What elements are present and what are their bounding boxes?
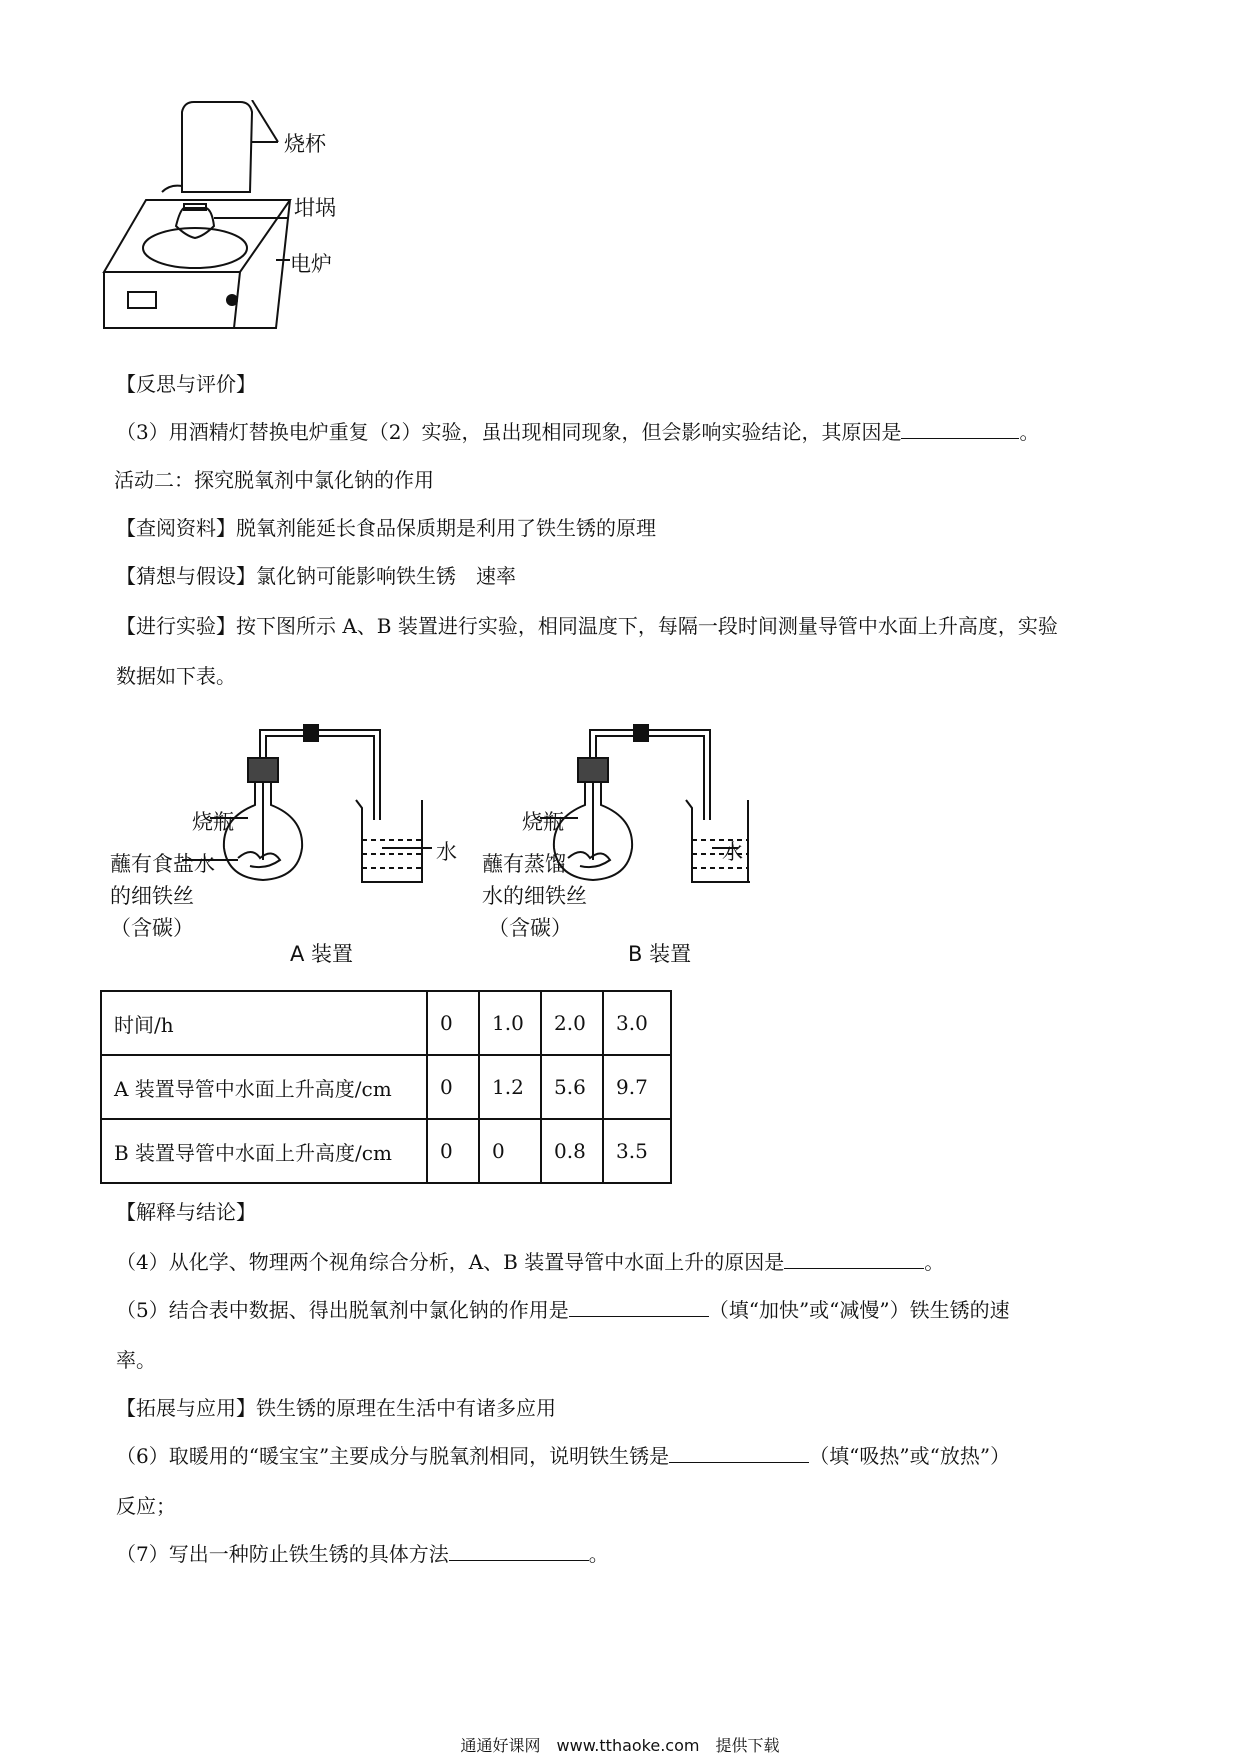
table-row [101,1055,671,1119]
data-table [100,990,672,1184]
label-flask-a: 烧瓶 [192,810,234,834]
question-6 [116,1442,1010,1470]
table-cell: 0 [427,991,479,1055]
q6-text: （6）取暖用的“暖宝宝”主要成分与脱氧剂相同，说明铁生锈是 [116,1444,670,1468]
apparatus-b [540,725,750,882]
q3-answer-blank[interactable] [901,418,1019,439]
section-explain: 【解释与结论】 [116,1200,256,1224]
label-flask-b: 烧瓶 [522,810,564,834]
question-5 [116,1296,1010,1324]
table-cell: 1.0 [479,991,541,1055]
label-wire-b-3: （含碳） [488,916,572,940]
table-cell: 1.2 [479,1055,541,1119]
question-7 [116,1540,609,1568]
apparatus-diagram [110,710,750,970]
table-cell: 9.7 [603,1055,671,1119]
figure-apparatus [110,710,750,970]
label-beaker: 烧杯 [284,132,326,156]
table-cell: 3.0 [603,991,671,1055]
question-6-line-2: 反应； [116,1494,176,1518]
table-row [101,991,671,1055]
apparatus-a [182,725,432,882]
lookup-info: 【查阅资料】脱氧剂能延长食品保质期是利用了铁生锈的原理 [116,516,656,540]
q4-answer-blank[interactable] [784,1248,924,1269]
label-wire-b-2: 水的细铁丝 [482,884,587,908]
label-wire-a-1: 蘸有食盐水 [110,852,215,876]
question-4 [116,1248,944,1276]
table-cell: B 装置导管中水面上升高度/cm [101,1119,427,1183]
hypothesis: 【猜想与假设】氯化钠可能影响铁生锈 速率 [116,564,516,588]
q4-text: （4）从化学、物理两个视角综合分析，A、B 装置导管中水面上升的原因是 [116,1250,785,1274]
label-crucible: 坩埚 [294,196,336,220]
question-5-line-2: 率。 [116,1348,156,1372]
q6-answer-blank[interactable] [669,1442,809,1463]
table-cell: 0 [427,1119,479,1183]
q6-text-after: （填“吸热”或“放热”） [809,1444,1011,1468]
q5-answer-blank[interactable] [569,1296,709,1317]
label-water-b: 水 [722,840,743,864]
table-cell: 3.5 [603,1119,671,1183]
label-wire-a-2: 的细铁丝 [110,884,194,908]
table-cell: A 装置导管中水面上升高度/cm [101,1055,427,1119]
q7-end: 。 [588,1542,609,1566]
q7-text: （7）写出一种防止铁生锈的具体方法 [116,1542,449,1566]
label-water-a: 水 [436,840,457,864]
activity-2-title: 活动二：探究脱氧剂中氯化钠的作用 [114,468,434,492]
q4-end: 。 [924,1250,945,1274]
furnace-diagram [100,100,400,345]
page-footer: 通通好课网 www.tthaoke.com 提供下载 [460,1736,780,1755]
caption-apparatus-a: A 装置 [290,942,354,966]
q5-text-after: （填“加快”或“减慢”）铁生锈的速 [708,1298,1010,1322]
figure-furnace [100,100,400,345]
table-cell: 0.8 [541,1119,603,1183]
q7-answer-blank[interactable] [449,1540,589,1561]
label-wire-b-1: 蘸有蒸馏 [482,852,566,876]
experiment-line-2: 数据如下表。 [116,664,236,688]
table-cell: 2.0 [541,991,603,1055]
label-wire-a-3: （含碳） [110,916,194,940]
question-3 [116,418,1039,446]
table-row [101,1119,671,1183]
table-cell: 0 [427,1055,479,1119]
table-cell: 时间/h [101,991,427,1055]
table-cell: 5.6 [541,1055,603,1119]
table-cell: 0 [479,1119,541,1183]
q3-end: 。 [1019,420,1040,444]
experiment-line-1: 【进行实验】按下图所示 A、B 装置进行实验，相同温度下，每隔一段时间测量导管中水面上升高度，实验 [116,614,1058,638]
q5-text: （5）结合表中数据、得出脱氧剂中氯化钠的作用是 [116,1298,569,1322]
section-reflect: 【反思与评价】 [116,372,256,396]
caption-apparatus-b: B 装置 [628,942,692,966]
extend-apply: 【拓展与应用】铁生锈的原理在生活中有诸多应用 [116,1396,556,1420]
label-furnace: 电炉 [290,252,332,276]
q3-text: （3）用酒精灯替换电炉重复（2）实验，虽出现相同现象，但会影响实验结论，其原因是 [116,420,902,444]
